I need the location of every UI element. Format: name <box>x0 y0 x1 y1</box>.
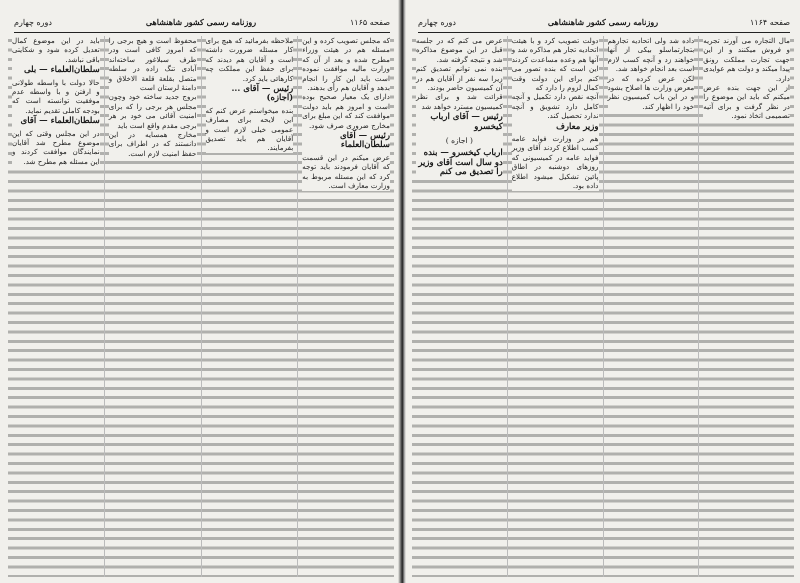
paragraph: ملاحظه بفرمائید که هیچ برای کار مسئله ضرورت داشته است و آقایان هم دیدند که برای حفظ این مملکت چه کارهائی باید کرد. <box>205 36 294 83</box>
text-columns <box>412 36 794 577</box>
paragraph: بروج جدید ساخته خود وچون مجلس هر برجی را که برای امنیت آقائی می خود بر هر برجی مقدم واقع است باید <box>108 92 197 130</box>
text-column <box>412 36 507 577</box>
text-column <box>104 36 201 577</box>
speaker-heading: رئیس — آقای سلطان‌العلماء <box>302 130 390 153</box>
paragraph: باید در این موضوع کمال تعدیل کرده شود و شکایتی باقی نباشد. <box>12 36 100 64</box>
paragraph: لکن عرض کرده که در معرض وزارت ها اصلاح بشود و در این باب کمیسیون نظر خود را اظهار کند. <box>607 73 695 111</box>
right-page <box>404 0 800 583</box>
newspaper-title: روزنامه رسمی کشور شاهنشاهی <box>145 17 257 27</box>
period-label: دوره چهارم <box>14 17 52 27</box>
paragraph: عرض می کنم که در جلسه قبل در این موضوع مذاکره شد و نتیجه گرفته شد. <box>416 36 503 64</box>
text-columns <box>8 36 394 577</box>
newspaper-title: روزنامه رسمی کشور شاهنشاهی <box>547 17 659 27</box>
page-header <box>14 14 390 33</box>
paragraph: دولت تصویب کرد و با هیئت اتحادیه تجار هم مذاکره شد و آنها هم وعده مساعدت کردند این است که بنده تصور می کنم برای این دولت وقت کمال لزوم را دارد که <box>511 36 599 93</box>
text-column <box>698 36 794 577</box>
speaker-heading: رئیس — آقای ارباب کیخسرو <box>416 111 503 134</box>
paragraph: هم در وزارت فواید عامه کسب اطلاع کردند آقای وزیر فواید عامه در کمیسیونی که روزهای دوشنبه در اطاق پائین تشکیل میشود اطلاع داده بود. <box>511 134 599 191</box>
page-number: صفحه ۱۱۶۵ <box>349 17 390 27</box>
paragraph: داده شد ولی اتحادیه تجارهم بتجارتماسلو بیکی از آنها خواهند زد و آنچه کسب لازم است بعد انجام خواهد شد. <box>607 36 695 74</box>
page-header <box>418 14 790 33</box>
speaker-heading: رئیس — آقای ... (اجازه) <box>206 83 294 106</box>
speaker-heading: سلطان‌العلماء — بلی <box>12 64 100 77</box>
page-number: صفحه ۱۱۶۴ <box>749 17 790 27</box>
text-column <box>201 36 298 577</box>
paragraph: مال التجاره می آورند تجریه و فروش میکنند و از این جهت تجارت مملکت رونق پیدا میکند و دولت هم عوایدی دارد. <box>703 36 790 83</box>
text-column <box>297 36 394 577</box>
paragraph: که مجلس تصویب کرده و این مسئله هم در هیئت وزراء مطرح شده و بعد از آن که وزارت مالیه موافقت نموده است باید این کار را انجام بدهد و آقایان هم رأی بدهند. <box>302 36 390 93</box>
paragraph: حالا دولت با واسطه طولانی و ارفتن و با واسطه عدم موفقیت توانسته است که بودجه کاملی تقدیم نماید. <box>12 77 100 115</box>
speaker-heading: سلطان‌العلماء — آقای <box>12 115 100 128</box>
paragraph: قرائت شد و برای نظر کمیسیون مسترد خواهد شد <box>416 92 503 111</box>
speaker-heading: وزیر معارف <box>512 121 599 134</box>
paragraph: از این جهت بنده عرض میکنم که باید این موضوع را در نظر گرفت و برای آتیه تصمیمی اتخاذ نمود. <box>703 83 790 121</box>
speaker-heading: ( اجازه ) <box>416 134 503 147</box>
text-column <box>507 36 603 577</box>
paragraph: مخارج همسایه در این دانستند که در اطراف برای حفظ امنیت لازم است. <box>108 130 197 158</box>
text-column <box>603 36 699 577</box>
paragraph: عرض میکنم در این قسمت که آقایان فرمودند باید توجه کرد که این مسئله مربوط به وزارت معارف است. <box>302 152 390 191</box>
paragraph: در این مجلس وقتی که این موضوع مطرح شد آقایان نمایندگان موافقت کردند و این مسئله هم مطرح شد. <box>12 128 100 166</box>
text-column <box>8 36 104 577</box>
paragraph: محفوظ است و هیچ برجی را که امروز کافی است ودر طرف سبلاغور ساخته‌اند آبادی تنگ زاده در سلطه متصل بقلعة قلعة الاخلاق و دامنهٔ لرستان است <box>108 36 197 93</box>
paragraph: بنده نمی توانم تصدیق کنم زیرا سه نفر از آقایان هم در آن کمیسیون حاضر بودند. <box>416 64 503 93</box>
paragraph: دارای یک معیار صحیح بوده است و امروز هم باید دولت موافقت کند که این مبلغ برای مخارج ضروری صرف شود. <box>302 92 390 130</box>
paragraph: آنچه نقص دارد تکمیل و آنچه کامل دارد تشویق و آنچه ندارد تحصیل کند. <box>511 92 599 121</box>
period-label: دوره چهارم <box>418 17 456 27</box>
speaker-heading: ارباب کیخسرو — بنده دو سال است آقای وزیر را تصدیق می کنم <box>416 147 503 179</box>
paragraph: بنده میخواستم عرض کنم که این لایحه برای مصارف عمومی خیلی لازم است و آقایان هم باید تصدیق بفرمایند. <box>205 105 294 153</box>
